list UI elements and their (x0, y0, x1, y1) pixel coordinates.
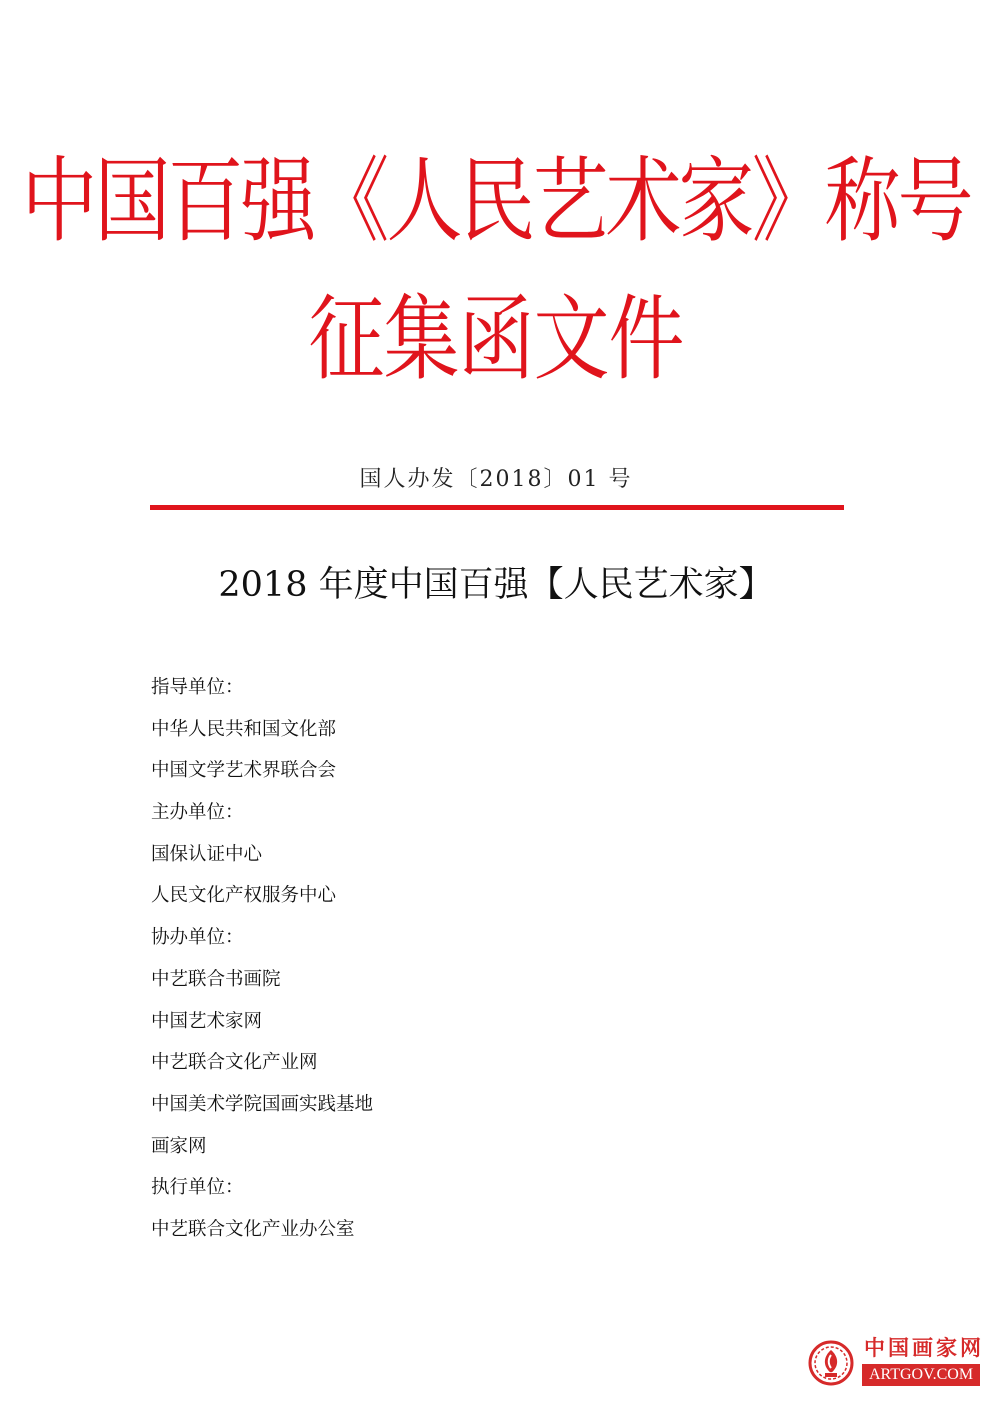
logo-emblem-icon (808, 1340, 854, 1386)
org-item: 画家网 (151, 1135, 207, 1157)
org-item: 中国美术学院国画实践基地 (151, 1093, 374, 1115)
org-heading-guidance: 指导单位： (151, 677, 244, 698)
org-item: 国保认证中心 (151, 843, 263, 865)
org-item: 中华人民共和国文化部 (151, 718, 337, 740)
watermark-logo (806, 1334, 986, 1394)
document-number: 国人办发〔2018〕01 号 (359, 467, 633, 492)
org-item: 中国文学艺术界联合会 (151, 760, 337, 782)
org-heading-host: 主办单位： (151, 802, 244, 824)
logo-english-text: ARTGOV.COM (862, 1364, 980, 1386)
document-subtitle: 2018 年度中国百强【人民艺术家】 (218, 565, 774, 605)
organization-list (151, 676, 373, 1260)
org-item: 中艺联合书画院 (151, 968, 281, 990)
red-divider (150, 505, 844, 510)
org-item: 中国艺术家网 (151, 1010, 263, 1032)
org-item: 人民文化产权服务中心 (151, 885, 337, 907)
logo-chinese-text: 中国画家网 (864, 1335, 984, 1360)
document-title-line-1: 中国百强《人民艺术家》称号 (21, 146, 971, 255)
org-heading-co-organizer: 协办单位： (151, 927, 244, 949)
org-heading-executor: 执行单位： (151, 1177, 244, 1199)
org-item: 中艺联合文化产业网 (151, 1052, 318, 1074)
document-title-line-2: 征集函文件 (308, 284, 684, 393)
org-item: 中艺联合文化产业办公室 (151, 1218, 355, 1240)
